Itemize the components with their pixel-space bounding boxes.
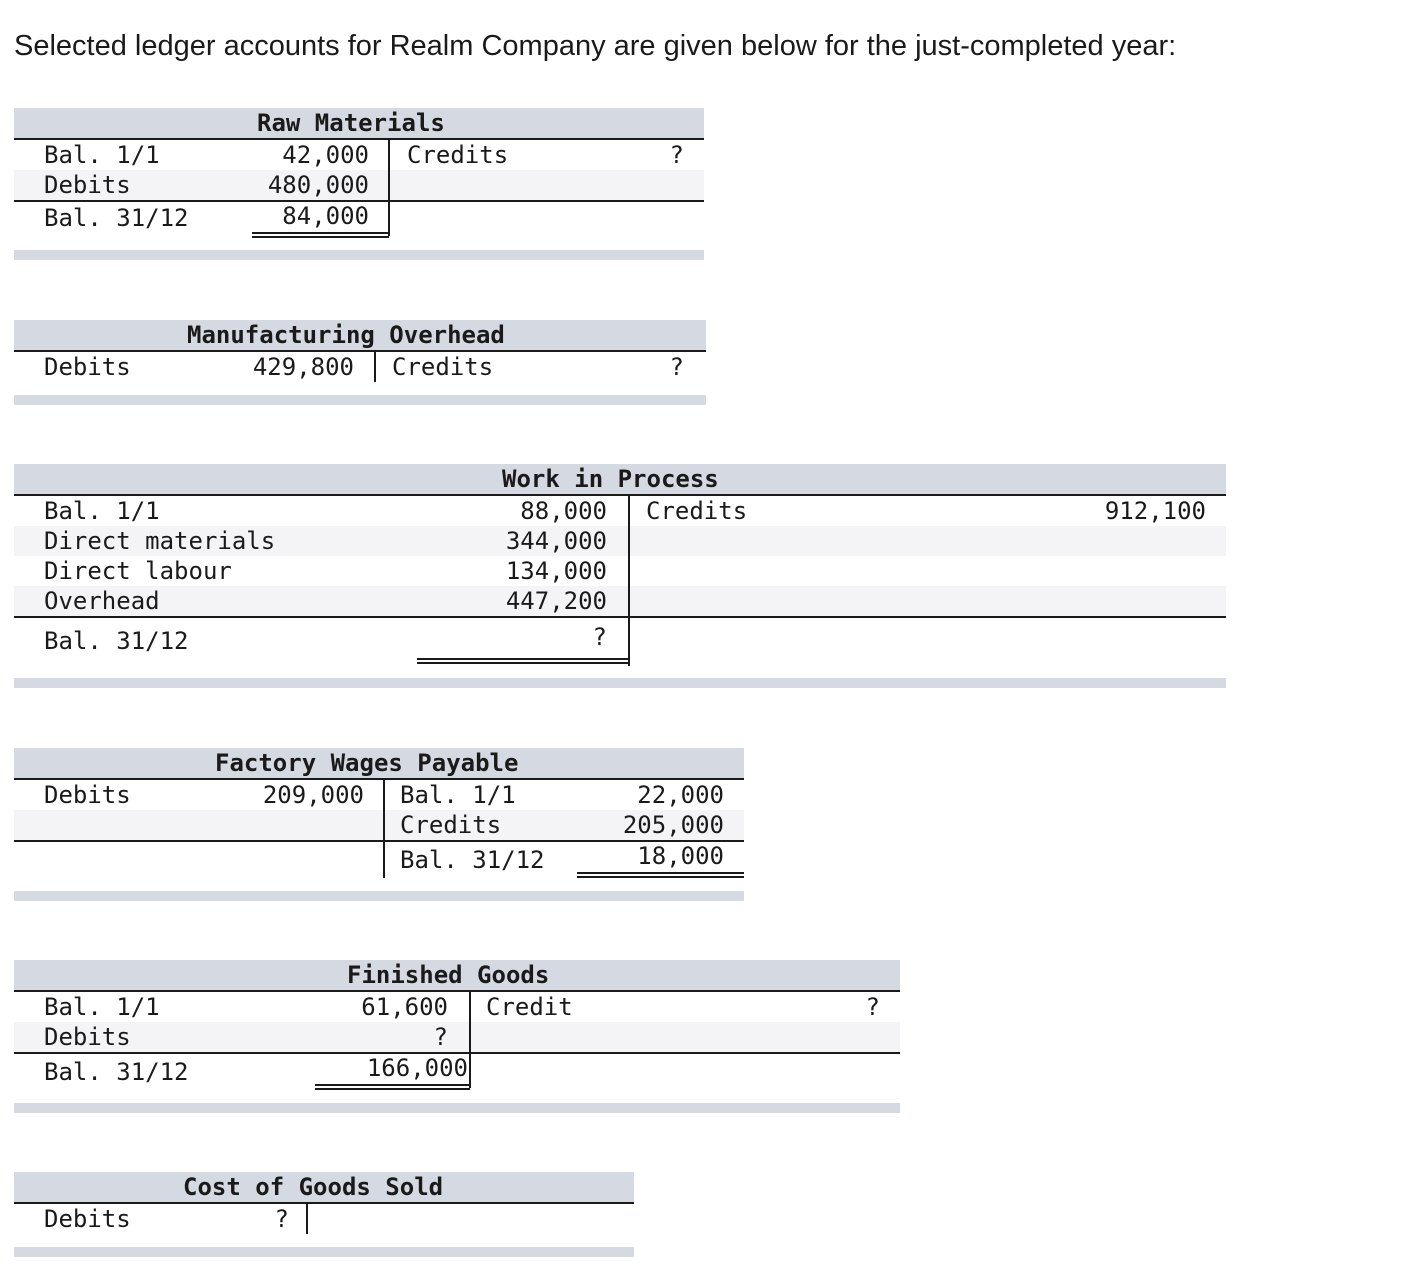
credit-label: Credits [392, 353, 494, 381]
credit-row-amount: 18,000 [637, 842, 724, 870]
row-label: Debits [44, 171, 131, 199]
credit-amount: ? [865, 993, 880, 1021]
account-title: Finished Goods [347, 961, 550, 989]
account-title: Manufacturing Overhead [187, 321, 505, 349]
account-finished-goods [14, 960, 900, 1114]
row-amount: 84,000 [282, 202, 369, 230]
row-amount: ? [433, 1023, 448, 1051]
double-underline [417, 658, 629, 664]
row-amount: 134,000 [505, 557, 607, 585]
t-account-divider [628, 494, 630, 666]
t-account-divider [388, 138, 390, 236]
row-label: Direct labour [44, 557, 232, 585]
row-label: Bal. 31/12 [44, 204, 189, 232]
row-amount: 42,000 [282, 141, 369, 169]
row-amount: 480,000 [267, 171, 369, 199]
row-label: Bal. 31/12 [44, 1058, 189, 1086]
row-label: Overhead [44, 587, 160, 615]
row-label: Debits [44, 1023, 131, 1051]
debit-label: Debits [44, 1205, 131, 1233]
account-cost-of-goods-sold [14, 1172, 634, 1258]
row-amount: 88,000 [520, 497, 607, 525]
credit-amount: 912,100 [1104, 497, 1206, 525]
row-amount: 447,200 [505, 587, 607, 615]
credit-row-label: Bal. 31/12 [400, 846, 545, 874]
debit-amount: ? [274, 1205, 289, 1233]
t-account-divider [306, 1202, 308, 1234]
t-account-divider [383, 778, 385, 878]
debit-amount: 209,000 [262, 781, 364, 809]
credit-amount: ? [669, 353, 684, 381]
row-label: Bal. 31/12 [44, 627, 189, 655]
double-underline [252, 232, 389, 238]
credit-label: Credit [486, 993, 573, 1021]
credit-row-label: Credits [400, 811, 502, 839]
credit-label: Credits [646, 497, 748, 525]
row-amount: 344,000 [505, 527, 607, 555]
t-account-divider [374, 350, 376, 382]
row-amount: 166,000 [366, 1054, 468, 1082]
account-manufacturing-overhead [14, 320, 706, 406]
row-label: Bal. 1/1 [44, 993, 160, 1021]
double-underline [577, 872, 744, 878]
intro-text: Selected ledger accounts for Realm Company are given below for the just-completed year: [14, 30, 1177, 62]
row-amount: 61,600 [361, 993, 448, 1021]
credit-label: Credits [407, 141, 509, 169]
account-title: Cost of Goods Sold [183, 1173, 444, 1201]
debit-label: Debits [44, 353, 131, 381]
row-label: Bal. 1/1 [44, 497, 160, 525]
account-title: Work in Process [502, 465, 719, 493]
credit-row-amount: 205,000 [622, 811, 724, 839]
t-account-divider [469, 990, 471, 1088]
row-label: Direct materials [44, 527, 276, 555]
account-raw-materials [14, 108, 704, 262]
credit-row-label: Bal. 1/1 [400, 781, 516, 809]
account-title: Raw Materials [257, 109, 445, 137]
double-underline [315, 1084, 470, 1090]
account-work-in-process [14, 464, 1226, 690]
row-amount: ? [592, 623, 607, 651]
account-title: Factory Wages Payable [215, 749, 519, 777]
row-label: Bal. 1/1 [44, 141, 160, 169]
account-factory-wages-payable [14, 748, 744, 902]
debit-amount: 429,800 [252, 353, 354, 381]
credit-amount: ? [669, 141, 684, 169]
debit-label: Debits [44, 781, 131, 809]
credit-row-amount: 22,000 [637, 781, 724, 809]
